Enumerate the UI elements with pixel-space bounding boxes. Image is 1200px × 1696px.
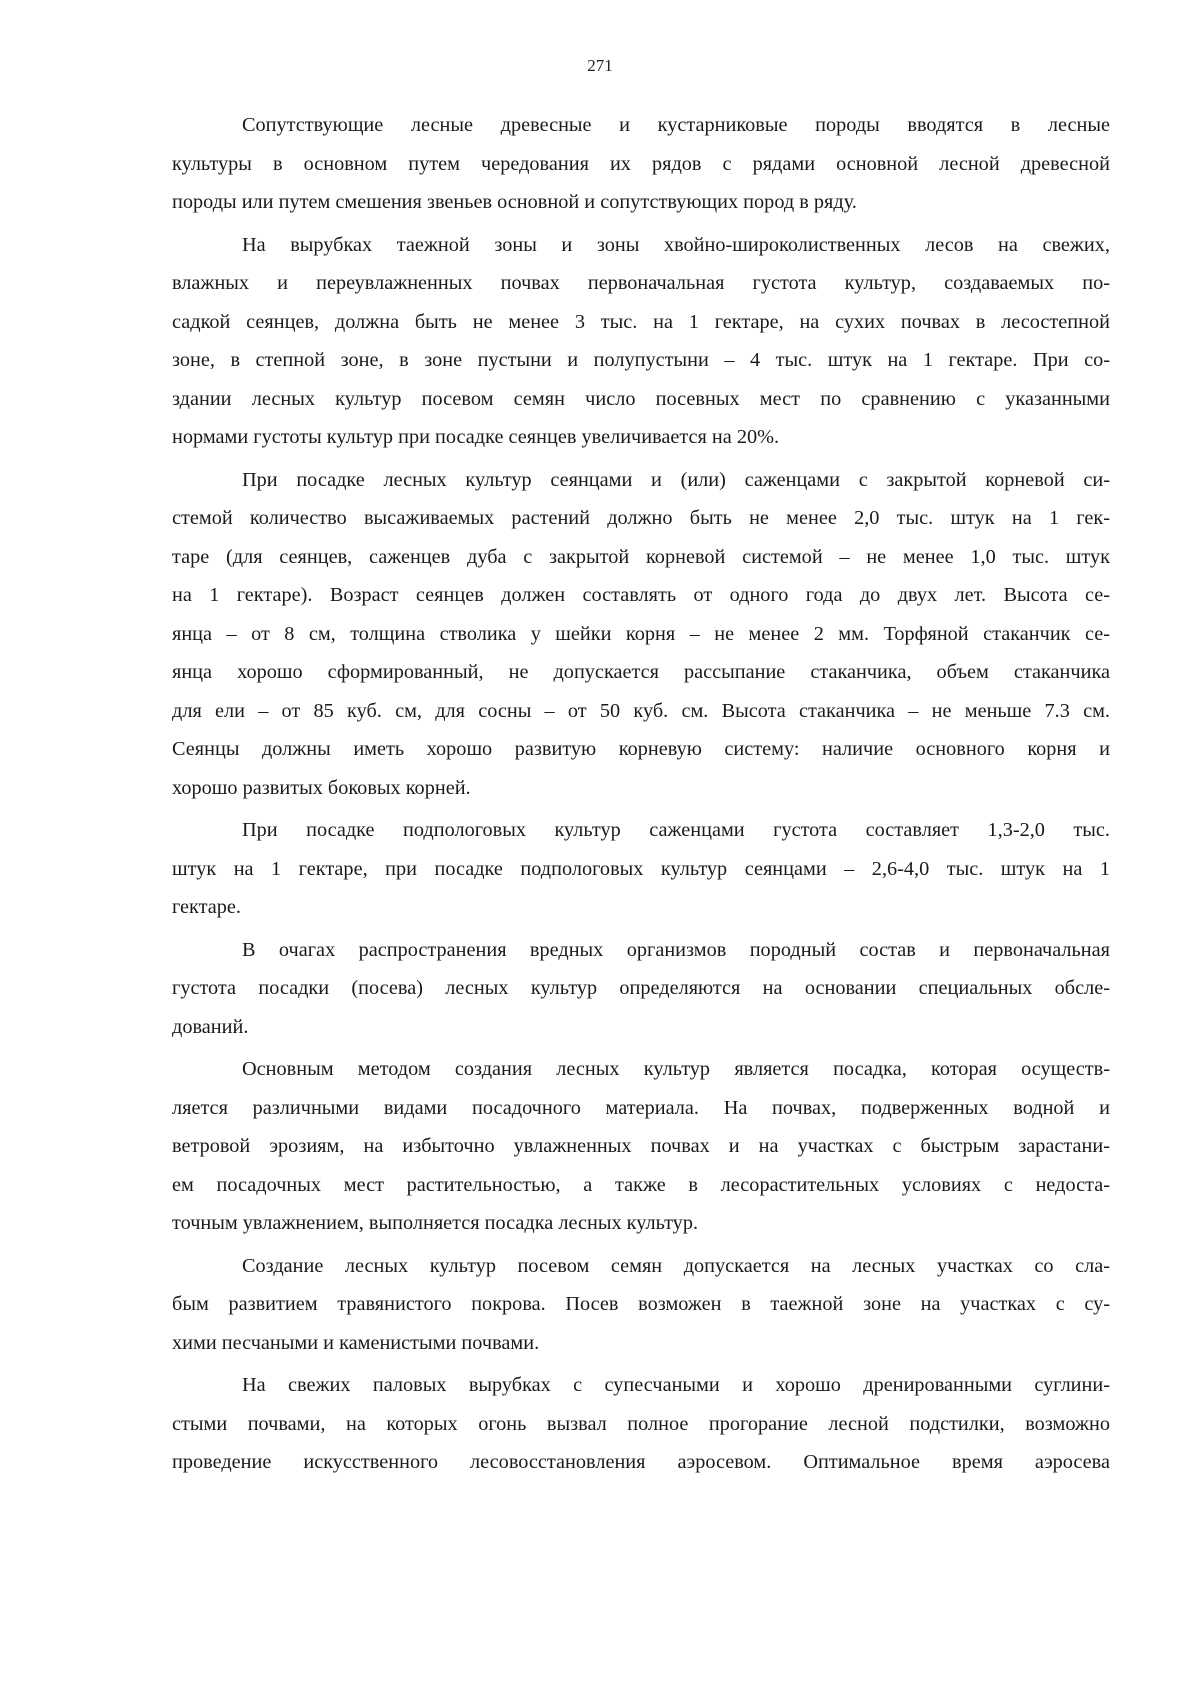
text-line: При посадке подпологовых культур саженцами густота составляет 1,3-2,0 тыс. (242, 819, 1110, 841)
paragraph-8 (172, 1366, 1110, 1482)
paragraph-1 (172, 106, 1110, 222)
text-line: влажных и переувлажненных почвах первоначальная густота культур, создаваемых по- (172, 272, 1110, 294)
paragraph-7 (172, 1247, 1110, 1363)
text-line: точным увлажнением, выполняется посадка лесных культур. (172, 1212, 699, 1234)
paragraph-4 (172, 811, 1110, 927)
text-line: янца – от 8 см, толщина стволика у шейки корня – не менее 2 мм. Торфяной стаканчик се- (172, 622, 1110, 645)
paragraph-6 (172, 1050, 1110, 1243)
text-line: ляется различными видами посадочного материала. На почвах, подверженных водной и (172, 1096, 1110, 1119)
text-line: дований. (172, 1015, 249, 1038)
text-line: садкой сеянцев, должна быть не менее 3 тыс. на 1 гектаре, на сухих почвах в лесостепной (172, 310, 1110, 333)
text-line: гектаре. (172, 896, 241, 918)
text-line: на 1 гектаре). Возраст сеянцев должен составлять от одного года до двух лет. Высота се- (172, 584, 1110, 606)
text-line: На свежих паловых вырубках с супесчаными и хорошо дренированными суглини- (242, 1374, 1110, 1396)
paragraph-3 (172, 461, 1110, 808)
paragraph-5 (172, 931, 1110, 1047)
text-line: для ели – от 85 куб. см, для сосны – от 50 куб. см. Высота стаканчика – не меньше 7.3 см. (172, 699, 1110, 722)
text-line: здании лесных культур посевом семян число посевных мест по сравнению с указанными (172, 387, 1110, 410)
text-line: В очагах распространения вредных организмов породный состав и первоначальная (242, 938, 1110, 961)
text-line: Сопутствующие лесные древесные и кустарниковые породы вводятся в лесные (242, 114, 1110, 136)
text-line: стыми почвами, на которых огонь вызвал полное прогорание лесной подстилки, возможно (172, 1412, 1110, 1435)
text-line: Сеянцы должны иметь хорошо развитую корневую систему: наличие основного корня и (172, 738, 1110, 760)
page-number: 271 (587, 56, 613, 75)
text-line: стемой количество высаживаемых растений должно быть не менее 2,0 тыс. штук на 1 гек- (172, 507, 1110, 529)
text-line: зоне, в степной зоне, в зоне пустыни и полупустыни – 4 тыс. штук на 1 гектаре. При со- (172, 349, 1110, 371)
text-line: янца хорошо сформированный, не допускается рассыпание стаканчика, объем стаканчика (172, 661, 1110, 683)
text-line: штук на 1 гектаре, при посадке подпологовых культур сеянцами – 2,6-4,0 тыс. штук на 1 (172, 857, 1110, 880)
text-line: нормами густоты культур при посадке сеянцев увеличивается на 20%. (172, 426, 780, 448)
text-line: Основным методом создания лесных культур является посадка, которая осуществ- (242, 1058, 1110, 1080)
paragraph-2 (172, 226, 1110, 457)
text-line: При посадке лесных культур сеянцами и (или) саженцами с закрытой корневой си- (242, 468, 1110, 491)
text-line: хими песчаными и каменистыми почвами. (172, 1331, 540, 1354)
body-text (172, 106, 1110, 1486)
text-line: ем посадочных мест растительностью, а также в лесорастительных условиях с недоста- (172, 1173, 1110, 1196)
text-line: На вырубках таежной зоны и зоны хвойно-широколиственных лесов на свежих, (242, 233, 1110, 256)
text-line: таре (для сеянцев, саженцев дуба с закрытой корневой системой – не менее 1,0 тыс. штук (172, 545, 1110, 568)
text-line: бым развитием травянистого покрова. Посев возможен в таежной зоне на участках с су- (172, 1293, 1110, 1315)
text-line: проведение искусственного лесовосстановления аэросевом. Оптимальное время аэросева (172, 1451, 1110, 1473)
text-line: породы или путем смешения звеньев основной и сопутствующих пород в ряду. (172, 191, 857, 213)
text-line: густота посадки (посева) лесных культур определяются на основании специальных обсле- (172, 977, 1110, 999)
text-line: ветровой эрозиям, на избыточно увлажненных почвах и на участках с быстрым зарастани- (172, 1135, 1110, 1157)
text-line: культуры в основном путем чередования их рядов с рядами основной лесной древесной (172, 152, 1110, 175)
text-line: Создание лесных культур посевом семян допускается на лесных участках со сла- (242, 1254, 1110, 1277)
text-line: хорошо развитых боковых корней. (172, 776, 471, 799)
